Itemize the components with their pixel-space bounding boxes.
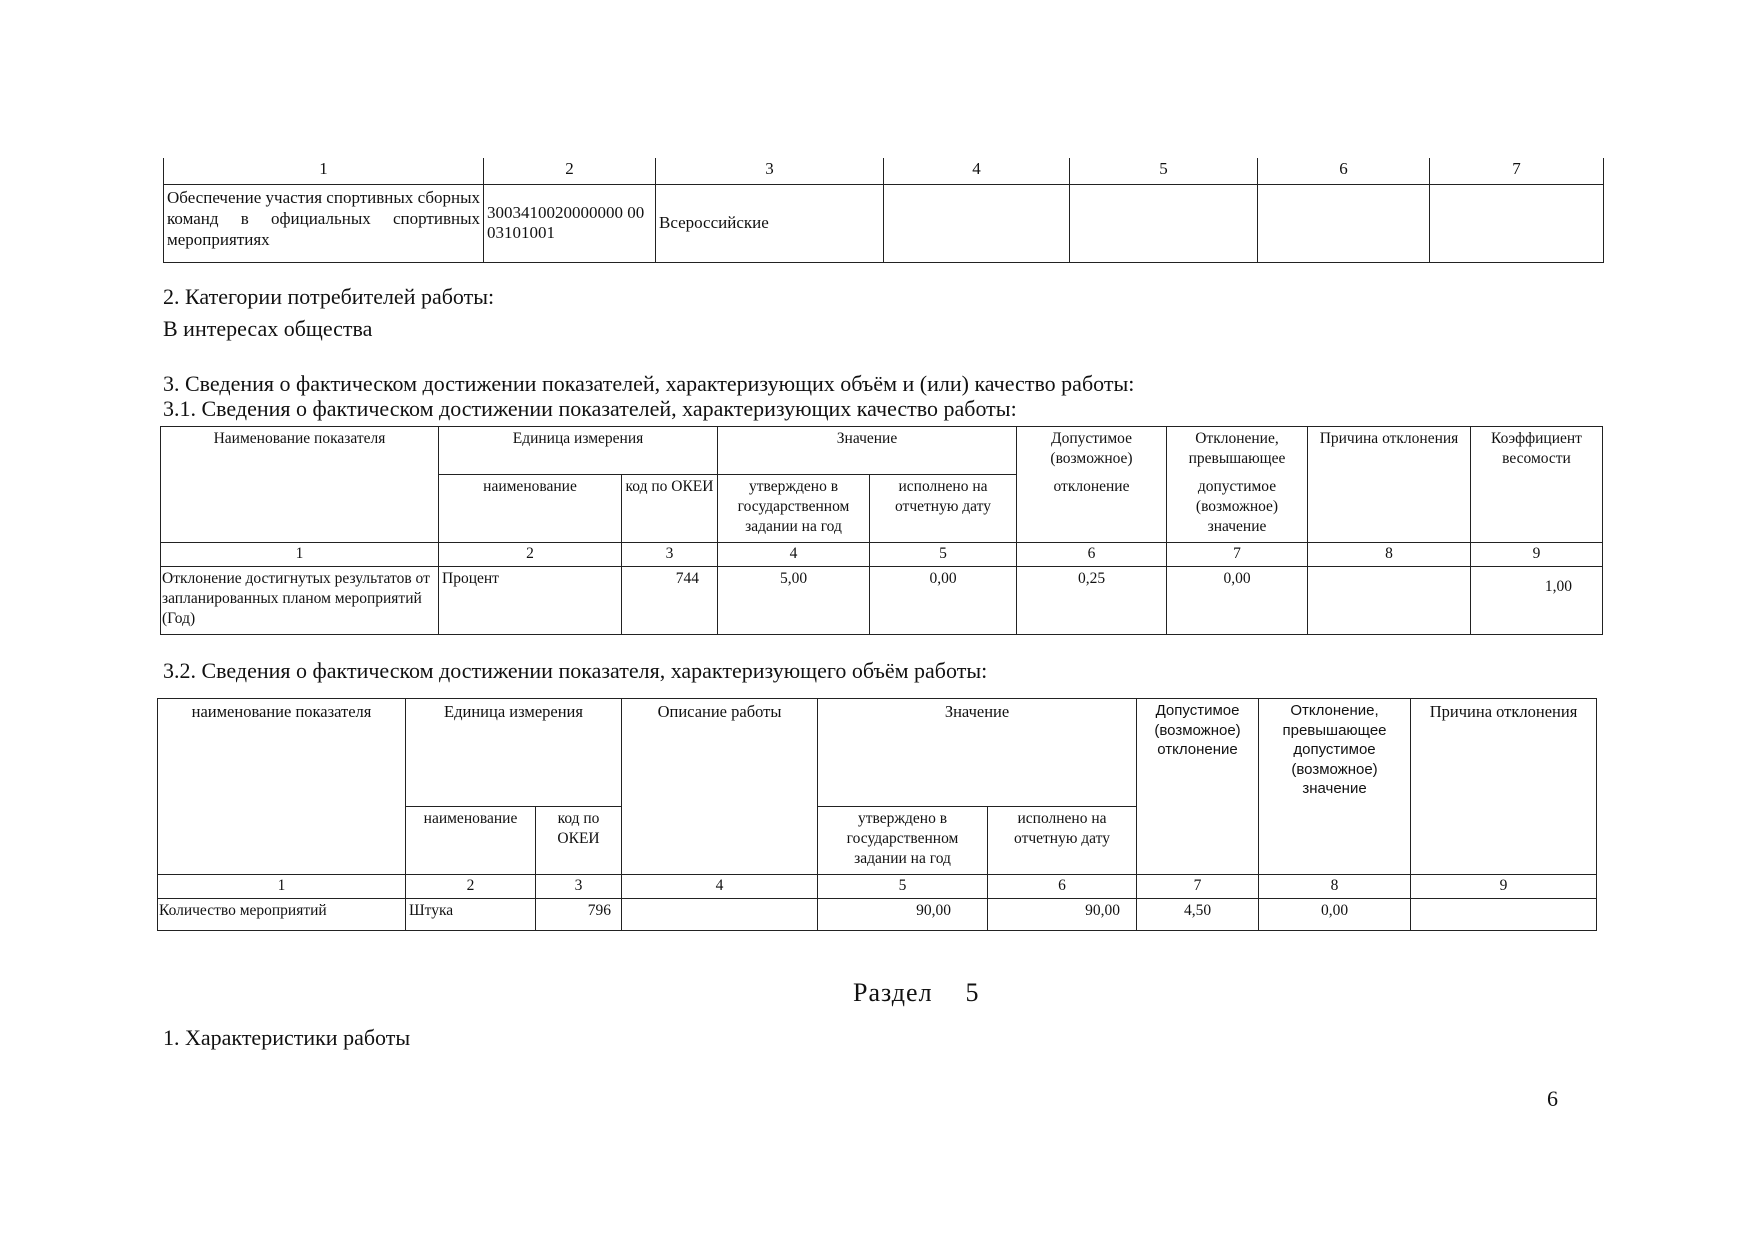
section-number: 5 <box>965 978 980 1007</box>
column-number: 9 <box>1471 543 1603 567</box>
table-number-row <box>161 543 1603 567</box>
done-value: 0,00 <box>870 567 1017 635</box>
column-number: 5 <box>1070 158 1258 184</box>
allowed-value: 0,25 <box>1017 567 1167 635</box>
reason-value <box>1411 899 1597 931</box>
registry-code: 3003410020000000 0003101001 <box>484 184 656 262</box>
column-number: 7 <box>1430 158 1604 184</box>
table-cell <box>1258 184 1430 262</box>
header-coefficient: Коэффициент весомости <box>1471 427 1603 543</box>
column-number: 6 <box>988 875 1137 899</box>
column-number: 2 <box>406 875 536 899</box>
allowed-value: 4,50 <box>1137 899 1259 931</box>
table-header-row <box>158 699 1597 807</box>
column-number: 3 <box>656 158 884 184</box>
quality-subheading: 3.1. Сведения о фактическом достижении показателей, характеризующих качество работы: <box>163 396 1017 421</box>
column-number: 2 <box>439 543 622 567</box>
header-reason: Причина отклонения <box>1411 699 1597 875</box>
header-deviation: Отклонение, превышающее <box>1167 427 1308 475</box>
column-number: 7 <box>1167 543 1308 567</box>
section-title <box>853 978 980 1008</box>
volume-table <box>157 698 1597 931</box>
header-unit: Единица измерения <box>406 699 622 807</box>
column-number: 5 <box>870 543 1017 567</box>
indicator-name: Отклонение достигнутых результатов от запланированных планом мероприятий (Год) <box>161 567 439 635</box>
header-indicator-name: наименование показателя <box>158 699 406 875</box>
column-number: 4 <box>884 158 1070 184</box>
work-name: Обеспечение участия спортивных сборных команд в официальных спортивных мероприятиях <box>164 184 484 262</box>
header-approved: утверждено в государственном задании на год <box>818 807 988 875</box>
work-characteristics-heading: 1. Характеристики работы <box>163 1025 411 1050</box>
work-table <box>163 158 1604 263</box>
table-cell <box>1070 184 1258 262</box>
header-approved: утверждено в государственном задании на год <box>718 475 870 543</box>
table-header-row <box>164 158 1604 184</box>
work-description <box>622 899 818 931</box>
header-deviation: Отклонение, превышающее допустимое (возможное) значение <box>1259 699 1411 875</box>
unit-code: 796 <box>536 899 622 931</box>
unit-code: 744 <box>622 567 718 635</box>
indicators-heading: 3. Сведения о фактическом достижении показателей, характеризующих объём и (или) качество работы: <box>163 371 1135 396</box>
reason-value <box>1308 567 1471 635</box>
indicator-name: Количество мероприятий <box>158 899 406 931</box>
deviation-value: 0,00 <box>1259 899 1411 931</box>
header-unit: Единица измерения <box>439 427 718 475</box>
column-number: 8 <box>1308 543 1471 567</box>
page-number: 6 <box>1547 1086 1558 1111</box>
column-number: 6 <box>1258 158 1430 184</box>
volume-subheading: 3.2. Сведения о фактическом достижении показателя, характеризующего объём работы: <box>163 658 988 683</box>
table-cell <box>1430 184 1604 262</box>
header-unit-name: наименование <box>439 475 622 543</box>
header-description: Описание работы <box>622 699 818 875</box>
column-number: 1 <box>161 543 439 567</box>
table-cell <box>884 184 1070 262</box>
work-level: Всероссийские <box>656 184 884 262</box>
coefficient-value: 1,00 <box>1471 567 1603 635</box>
column-number: 8 <box>1259 875 1411 899</box>
consumers-heading: 2. Категории потребителей работы: <box>163 284 495 309</box>
table-row <box>161 567 1603 635</box>
section-label: Раздел <box>853 978 933 1007</box>
unit-name: Процент <box>439 567 622 635</box>
column-number: 1 <box>158 875 406 899</box>
header-allowed-2: отклонение <box>1017 475 1167 543</box>
header-done: исполнено на отчетную дату <box>870 475 1017 543</box>
column-number: 4 <box>622 875 818 899</box>
consumers-value: В интересах общества <box>163 316 373 341</box>
column-number: 3 <box>536 875 622 899</box>
column-number: 1 <box>164 158 484 184</box>
column-number: 7 <box>1137 875 1259 899</box>
deviation-value: 0,00 <box>1167 567 1308 635</box>
column-number: 9 <box>1411 875 1597 899</box>
approved-value: 90,00 <box>818 899 988 931</box>
header-indicator-name: Наименование показателя <box>161 427 439 543</box>
header-done: исполнено на отчетную дату <box>988 807 1137 875</box>
header-deviation-2: допустимое (возможное) значение <box>1167 475 1308 543</box>
column-number: 4 <box>718 543 870 567</box>
table-row <box>164 184 1604 262</box>
header-allowed: Допустимое (возможное) отклонение <box>1137 699 1259 875</box>
column-number: 2 <box>484 158 656 184</box>
unit-name: Штука <box>406 899 536 931</box>
header-unit-name: наименование <box>406 807 536 875</box>
approved-value: 5,00 <box>718 567 870 635</box>
header-unit-code: код по ОКЕИ <box>622 475 718 543</box>
done-value: 90,00 <box>988 899 1137 931</box>
quality-table <box>160 426 1603 635</box>
header-value: Значение <box>818 699 1137 807</box>
table-row <box>158 899 1597 931</box>
table-number-row <box>158 875 1597 899</box>
column-number: 5 <box>818 875 988 899</box>
header-allowed: Допустимое (возможное) <box>1017 427 1167 475</box>
table-header-row <box>161 427 1603 475</box>
column-number: 3 <box>622 543 718 567</box>
header-unit-code: код по ОКЕИ <box>536 807 622 875</box>
header-reason: Причина отклонения <box>1308 427 1471 543</box>
column-number: 6 <box>1017 543 1167 567</box>
header-value: Значение <box>718 427 1017 475</box>
